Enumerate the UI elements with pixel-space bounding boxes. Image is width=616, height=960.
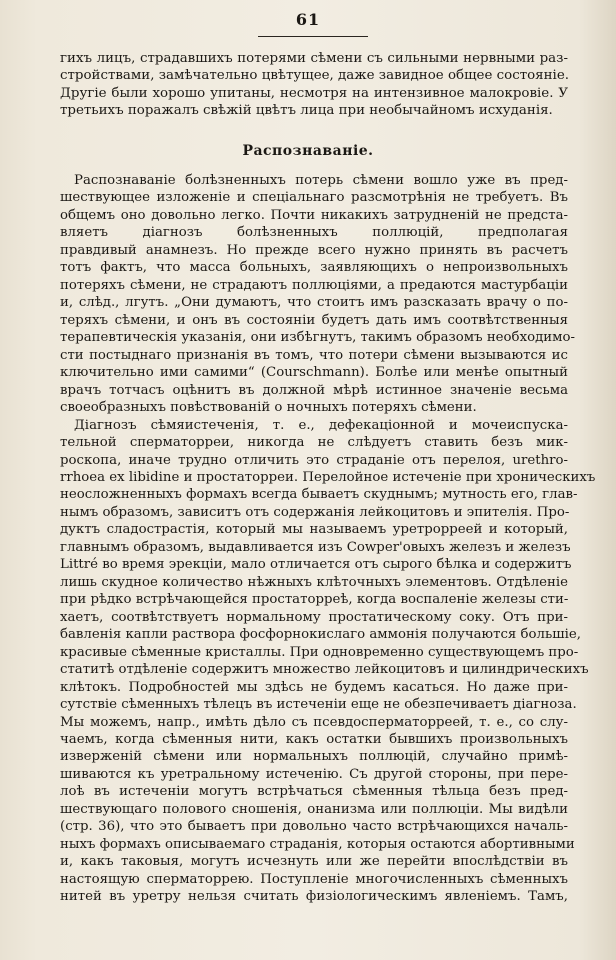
text-line: ныхъ формахъ описываемаго страданія, которыя остаются абортивными — [60, 836, 575, 852]
text-line: красивые сѣменные кристаллы. При одновременно существующемъ про- — [60, 644, 579, 660]
text-line: главнымъ образомъ, выдавливается изъ Cowper'овыхъ железъ и железъ — [60, 539, 571, 555]
intro-paragraph — [60, 50, 568, 119]
text-line: сутствіе сѣменныхъ тѣлецъ въ истеченіи еще не обезпечиваетъ діагноза. — [60, 697, 577, 713]
text-line: статитѣ отдѣленіе содержитъ множество лейкоцитовъ и цилиндрическихъ — [60, 662, 589, 678]
text-line: настоящую сперматоррею. Поступленіе многочисленныхъ сѣменныхъ — [60, 871, 568, 887]
text-line: бавленія капли раствора фосфорнокислаго аммонія получаются большіе, — [60, 627, 581, 643]
text-line: третьихъ поражалъ свѣжій цвѣтъ лица при необычайномъ исхуданія. — [60, 103, 553, 119]
text-line: чаемъ, когда сѣменныя нити, какъ остатки бывшихъ произвольныхъ — [60, 732, 568, 747]
text-line: терапевтическія указанія, они избѣгнутъ, такимъ образомъ необходимо- — [60, 330, 575, 346]
text-line: теряхъ сѣмени, и онъ въ состояніи будетъ дать имъ соотвѣтственныя — [60, 312, 568, 328]
text-line: нитей въ уретру нельзя считать физіологическимъ явленіемъ. Тамъ, — [60, 889, 568, 905]
page-number: 61 — [295, 10, 321, 29]
text-line: тельной сперматорреи, никогда не слѣдуетъ ставить безъ мик- — [60, 435, 568, 451]
text-line: Другіе были хорошо упитаны, несмотря на интензивное малокровіе. У — [60, 85, 568, 101]
text-line: вляетъ діагнозъ болѣзненныхъ поллюцій, предполагая — [60, 225, 568, 241]
text-line: клѣтокъ. Подробностей мы здѣсь не будемъ касаться. Но даже при- — [60, 679, 568, 695]
text-line: гихъ лицъ, страдавшихъ потерями сѣмени съ сильными нервными раз- — [60, 51, 568, 66]
text-line: шиваются къ уретральному истеченію. Съ другой стороны, при пере- — [60, 766, 568, 782]
text-line: роскопа, иначе трудно отличить это страданіе отъ перелоя, urethro- — [60, 452, 568, 468]
section-heading: Распознаваніе. — [242, 143, 374, 159]
text-line: стройствами, замѣчательно цвѣтущее, даже завидное общее состояніе. — [60, 68, 569, 84]
text-line: неосложненныхъ формахъ всегда бываетъ скуднымъ; мутность его, глав- — [60, 487, 578, 503]
header-rule — [258, 36, 368, 37]
text-line: тотъ фактъ, что масса больныхъ, заявляющихъ о непроизвольныхъ — [60, 260, 568, 276]
text-line: ключительно ими самими“ (Courschmann). Болѣе или менѣе опытный — [60, 365, 568, 381]
main-text — [60, 172, 596, 906]
text-line: Распознаваніе болѣзненныхъ потерь сѣмени вошло уже въ пред- — [74, 173, 568, 188]
text-line: и, какъ таковыя, могутъ исчезнуть или же перейти впослѣдствіи въ — [60, 854, 568, 870]
text-line: изверженій сѣмени или нормальныхъ поллюцій, случайно примѣ- — [60, 749, 568, 765]
text-line: правдивый анамнезъ. Но прежде всего нужно принять въ расчетъ — [60, 242, 568, 258]
text-line: шествующаго полового сношенія, онанизма или поллюціи. Мы видѣли — [60, 801, 568, 817]
text-line: при рѣдко встрѣчающейся простаторреѣ, когда воспаленіе железы сти- — [60, 592, 569, 608]
text-line: лоѣ въ истеченіи могутъ встрѣчаться сѣменныя тѣльца безъ пред- — [60, 784, 568, 800]
text-line: своеобразныхъ повѣствованій о ночныхъ потеряхъ сѣмени. — [60, 400, 477, 416]
text-line: врачъ тотчасъ оцѣнитъ въ должной мѣрѣ истинное значеніе весьма — [60, 382, 568, 398]
text-line: Littré во время эрекціи, мало отличается отъ сырого бѣлка и содержитъ — [60, 557, 572, 573]
text-line: хаетъ, соотвѣтствуетъ нормальному простатическому соку. Отъ при- — [60, 609, 568, 625]
text-line: (стр. 36), что это бываетъ при довольно часто встрѣчающихся началь- — [60, 819, 568, 835]
text-line: rrhoea ex libidine и простаторреи. Перелойное истеченіе при хроническихъ — [60, 469, 596, 485]
text-line: потеряхъ сѣмени, не страдаютъ поллюціями, а предаются мастурбаціи — [60, 277, 568, 293]
text-line: дуктъ сладострастія, который мы называемъ уретрорреей и который, — [60, 522, 568, 538]
text-line: и, слѣд., лгутъ. „Они думаютъ, что стоитъ имъ разсказать врачу о по- — [60, 295, 568, 311]
text-line: сти постыднаго признанія въ томъ, что потери сѣмени вызываются ис — [60, 347, 568, 363]
text-line: лишь скудное количество нѣжныхъ клѣточныхъ элементовъ. Отдѣленіе — [60, 574, 568, 590]
text-line: шествующее изложеніе и спеціальнаго разсмотрѣнія не требуетъ. Въ — [60, 190, 568, 206]
text-line: Діагнозъ сѣмяистеченія, т. е., дефекаціонной и мочеиспуска- — [74, 417, 568, 433]
text-line: общемъ оно довольно легко. Почти никакихъ затрудненій не предста- — [60, 207, 568, 223]
text-line: нымъ образомъ, зависитъ отъ содержанія лейкоцитовъ и эпителія. Про- — [60, 504, 570, 520]
text-line: Мы можемъ, напр., имѣть дѣло съ псевдосперматорреей, т. е., со слу- — [60, 714, 568, 730]
